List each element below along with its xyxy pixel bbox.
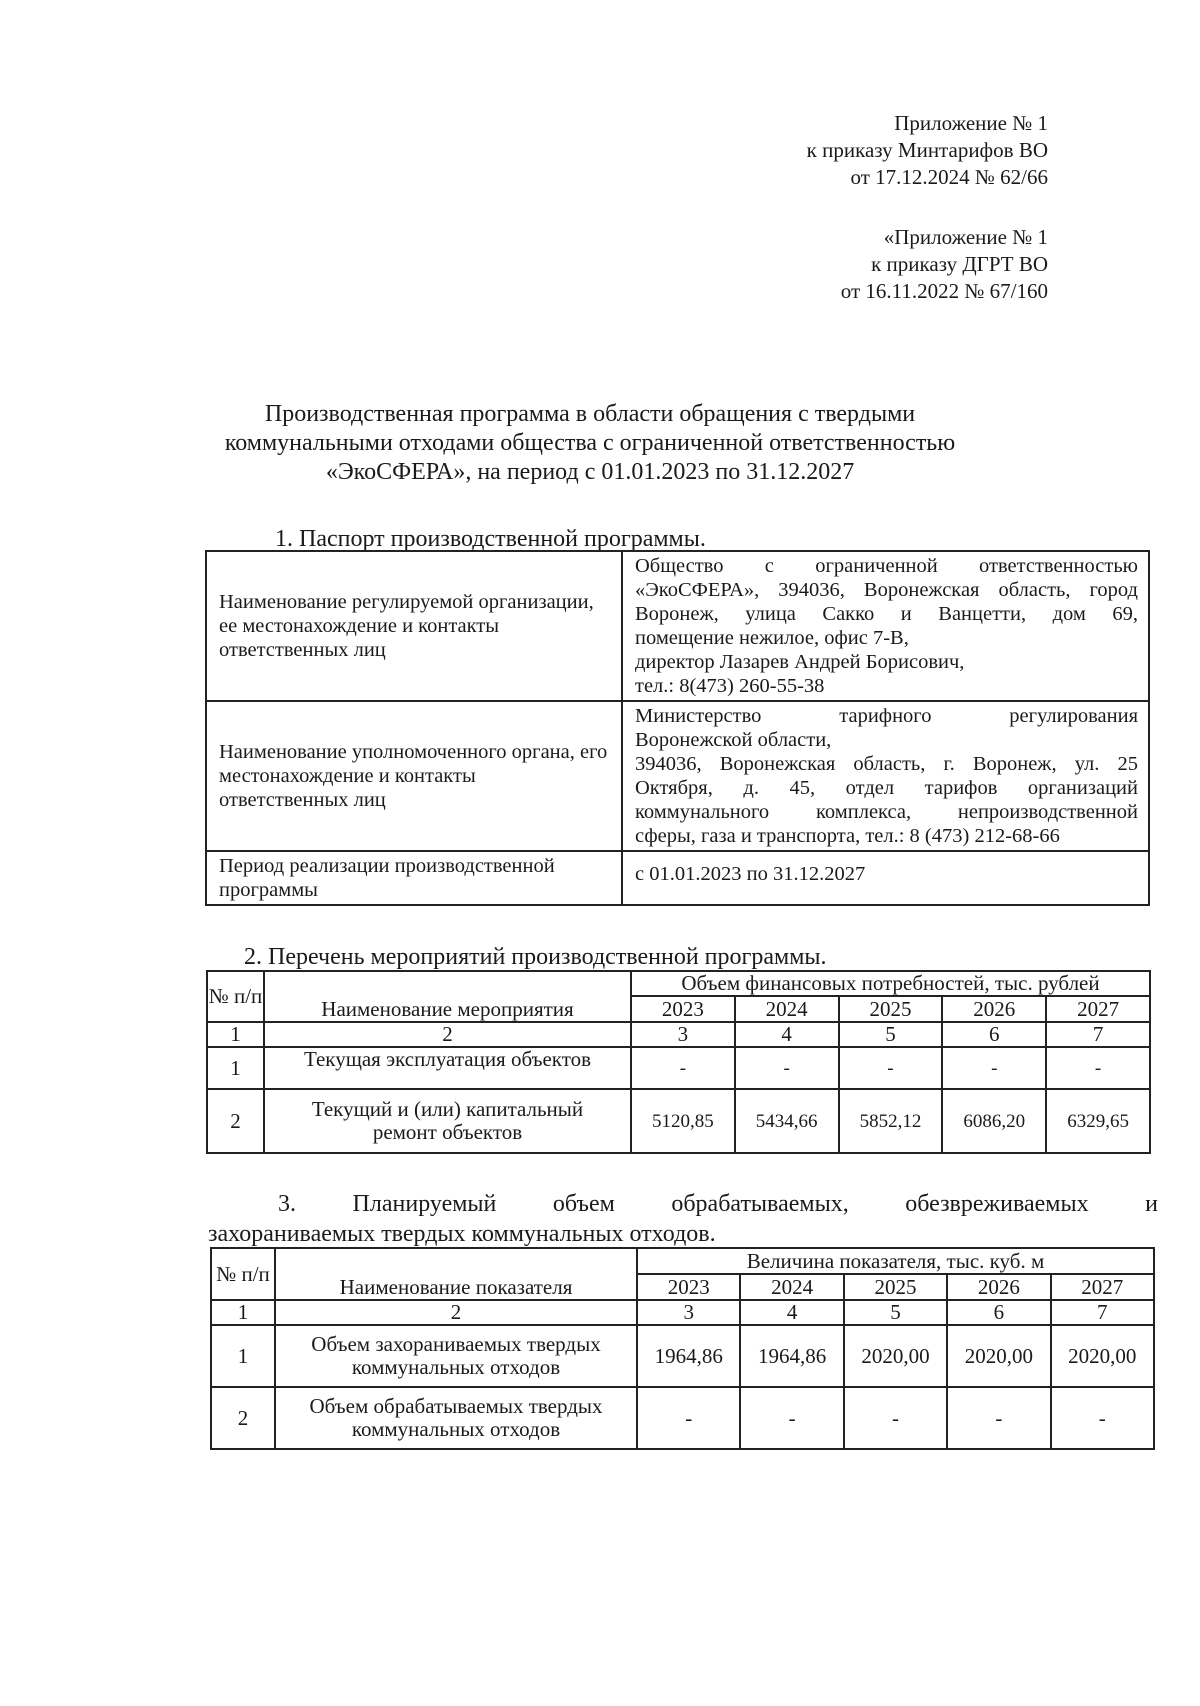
value-cell: 2020,00 — [1051, 1325, 1154, 1387]
value-line: с 01.01.2023 по 31.12.2027 — [635, 863, 866, 885]
table-row — [211, 1387, 1154, 1449]
value-line: Октября, д. 45, отдел тарифов организаций — [635, 777, 1138, 799]
col-name-header: Наименование показателя — [275, 1248, 637, 1300]
year-cell: 2027 — [1051, 1274, 1154, 1300]
value-cell: - — [631, 1047, 735, 1089]
col-number: 6 — [942, 1022, 1046, 1047]
row-no: 1 — [211, 1325, 275, 1387]
measures-table — [206, 970, 1151, 1154]
value-cell: 5120,85 — [631, 1089, 735, 1153]
title-line: «ЭкоСФЕРА», на период с 01.01.2023 по 31.12.2027 — [325, 459, 855, 485]
value-line: тел.: 8(473) 260-55-38 — [635, 675, 825, 697]
value-line: 394036, Воронежская область, г. Воронеж, ул. 25 — [635, 753, 1138, 775]
row-label: Наименование регулируемой организации, ее местонахождение и контакты ответственных лиц — [206, 551, 622, 701]
section-1-title: 1. Паспорт производственной программы. — [275, 526, 706, 552]
col-number: 6 — [947, 1300, 1050, 1325]
row-no: 2 — [207, 1089, 264, 1153]
row-name: Текущая эксплуатация объектов — [264, 1047, 631, 1089]
col-group-header: Величина показателя, тыс. куб. м — [637, 1248, 1154, 1274]
value-cell: - — [1051, 1387, 1154, 1449]
attachment-line: к приказу ДГРТ ВО — [871, 252, 1048, 276]
value-cell: - — [1046, 1047, 1150, 1089]
section-2-title: 2. Перечень мероприятий производственной программы. — [244, 944, 827, 970]
table-row — [207, 1089, 1150, 1153]
value-line: коммунального комплекса, непроизводственной — [635, 801, 1138, 823]
title-line: Производственная программа в области обращения с твердыми — [264, 401, 916, 427]
volumes-table — [210, 1247, 1155, 1450]
value-line: Министерство тарифного регулирования — [635, 705, 1138, 727]
value-cell: - — [942, 1047, 1046, 1089]
value-cell: 5852,12 — [839, 1089, 943, 1153]
col-number: 2 — [264, 1022, 631, 1047]
value-line: Общество с ограниченной ответственностью — [635, 555, 1138, 577]
attachment-line: от 16.11.2022 № 67/160 — [840, 279, 1048, 303]
year-cell: 2024 — [740, 1274, 843, 1300]
value-line: директор Лазарев Андрей Борисович, — [635, 651, 965, 673]
value-cell: 2020,00 — [844, 1325, 947, 1387]
col-number: 7 — [1046, 1022, 1150, 1047]
value-cell: - — [844, 1387, 947, 1449]
year-cell: 2024 — [735, 996, 839, 1022]
attachment-line: от 17.12.2024 № 62/66 — [850, 165, 1048, 189]
table-row — [206, 851, 1149, 905]
col-number: 5 — [844, 1300, 947, 1325]
col-number: 7 — [1051, 1300, 1154, 1325]
year-cell: 2025 — [844, 1274, 947, 1300]
row-label: Период реализации производственной программы — [206, 851, 622, 905]
title-line: коммунальными отходами общества с ограниченной ответственностью — [224, 430, 956, 456]
table-row — [206, 701, 1149, 851]
attachment-line: к приказу Минтарифов ВО — [806, 138, 1048, 162]
row-value — [622, 851, 1149, 905]
row-value — [622, 701, 1149, 851]
col-number: 4 — [740, 1300, 843, 1325]
section-3-title — [208, 1189, 1158, 1249]
value-cell: - — [637, 1387, 740, 1449]
value-cell: - — [947, 1387, 1050, 1449]
table-row — [211, 1325, 1154, 1387]
section-3-title-line: 3. Планируемый объем обрабатываемых, обезвреживаемых и — [278, 1191, 1158, 1217]
table-row — [206, 551, 1149, 701]
row-label: Наименование уполномоченного органа, его местонахождение и контакты ответственных лиц — [206, 701, 622, 851]
passport-table — [205, 550, 1150, 906]
value-cell: - — [740, 1387, 843, 1449]
col-number: 2 — [275, 1300, 637, 1325]
col-number: 3 — [631, 1022, 735, 1047]
year-cell: 2023 — [631, 996, 735, 1022]
value-line: Воронежской области, — [635, 729, 832, 751]
row-name: Объем захораниваемых твердых коммунальных отходов — [275, 1325, 637, 1387]
col-no-header: № п/п — [211, 1248, 275, 1300]
column-number-row — [211, 1300, 1154, 1325]
row-no: 2 — [211, 1387, 275, 1449]
value-cell: - — [735, 1047, 839, 1089]
column-number-row — [207, 1022, 1150, 1047]
section-3-title-line: захораниваемых твердых коммунальных отходов. — [208, 1221, 716, 1247]
value-cell: 2020,00 — [947, 1325, 1050, 1387]
value-line: Воронеж, улица Сакко и Ванцетти, дом 69, — [635, 603, 1138, 625]
year-cell: 2025 — [839, 996, 943, 1022]
col-number: 3 — [637, 1300, 740, 1325]
value-line: сферы, газа и транспорта, тел.: 8 (473) 212-68-66 — [635, 825, 1060, 847]
row-name: Объем обрабатываемых твердых коммунальных отходов — [275, 1387, 637, 1449]
col-number: 1 — [211, 1300, 275, 1325]
value-cell: 6329,65 — [1046, 1089, 1150, 1153]
document-title — [210, 400, 970, 487]
header-row — [211, 1248, 1154, 1274]
attachment-line: «Приложение № 1 — [883, 225, 1048, 249]
value-line: «ЭкоСФЕРА», 394036, Воронежская область, город — [635, 579, 1138, 601]
row-no: 1 — [207, 1047, 264, 1089]
year-cell: 2027 — [1046, 996, 1150, 1022]
col-number: 1 — [207, 1022, 264, 1047]
table-row — [207, 1047, 1150, 1089]
header-row — [207, 971, 1150, 996]
year-cell: 2026 — [942, 996, 1046, 1022]
row-value — [622, 551, 1149, 701]
attachment-header-previous — [841, 224, 1048, 305]
value-line: помещение нежилое, офис 7-В, — [635, 627, 909, 649]
value-cell: 1964,86 — [637, 1325, 740, 1387]
col-number: 4 — [735, 1022, 839, 1047]
value-cell: 6086,20 — [942, 1089, 1046, 1153]
value-cell: - — [839, 1047, 943, 1089]
attachment-header-current — [807, 110, 1048, 191]
col-name-header: Наименование мероприятия — [264, 971, 631, 1022]
col-no-header: № п/п — [207, 971, 264, 1022]
value-cell: 5434,66 — [735, 1089, 839, 1153]
attachment-line: Приложение № 1 — [894, 111, 1048, 135]
value-cell: 1964,86 — [740, 1325, 843, 1387]
year-cell: 2023 — [637, 1274, 740, 1300]
col-group-header: Объем финансовых потребностей, тыс. рублей — [631, 971, 1150, 996]
row-name: Текущий и (или) капитальный ремонт объектов — [264, 1089, 631, 1153]
col-number: 5 — [839, 1022, 943, 1047]
year-cell: 2026 — [947, 1274, 1050, 1300]
